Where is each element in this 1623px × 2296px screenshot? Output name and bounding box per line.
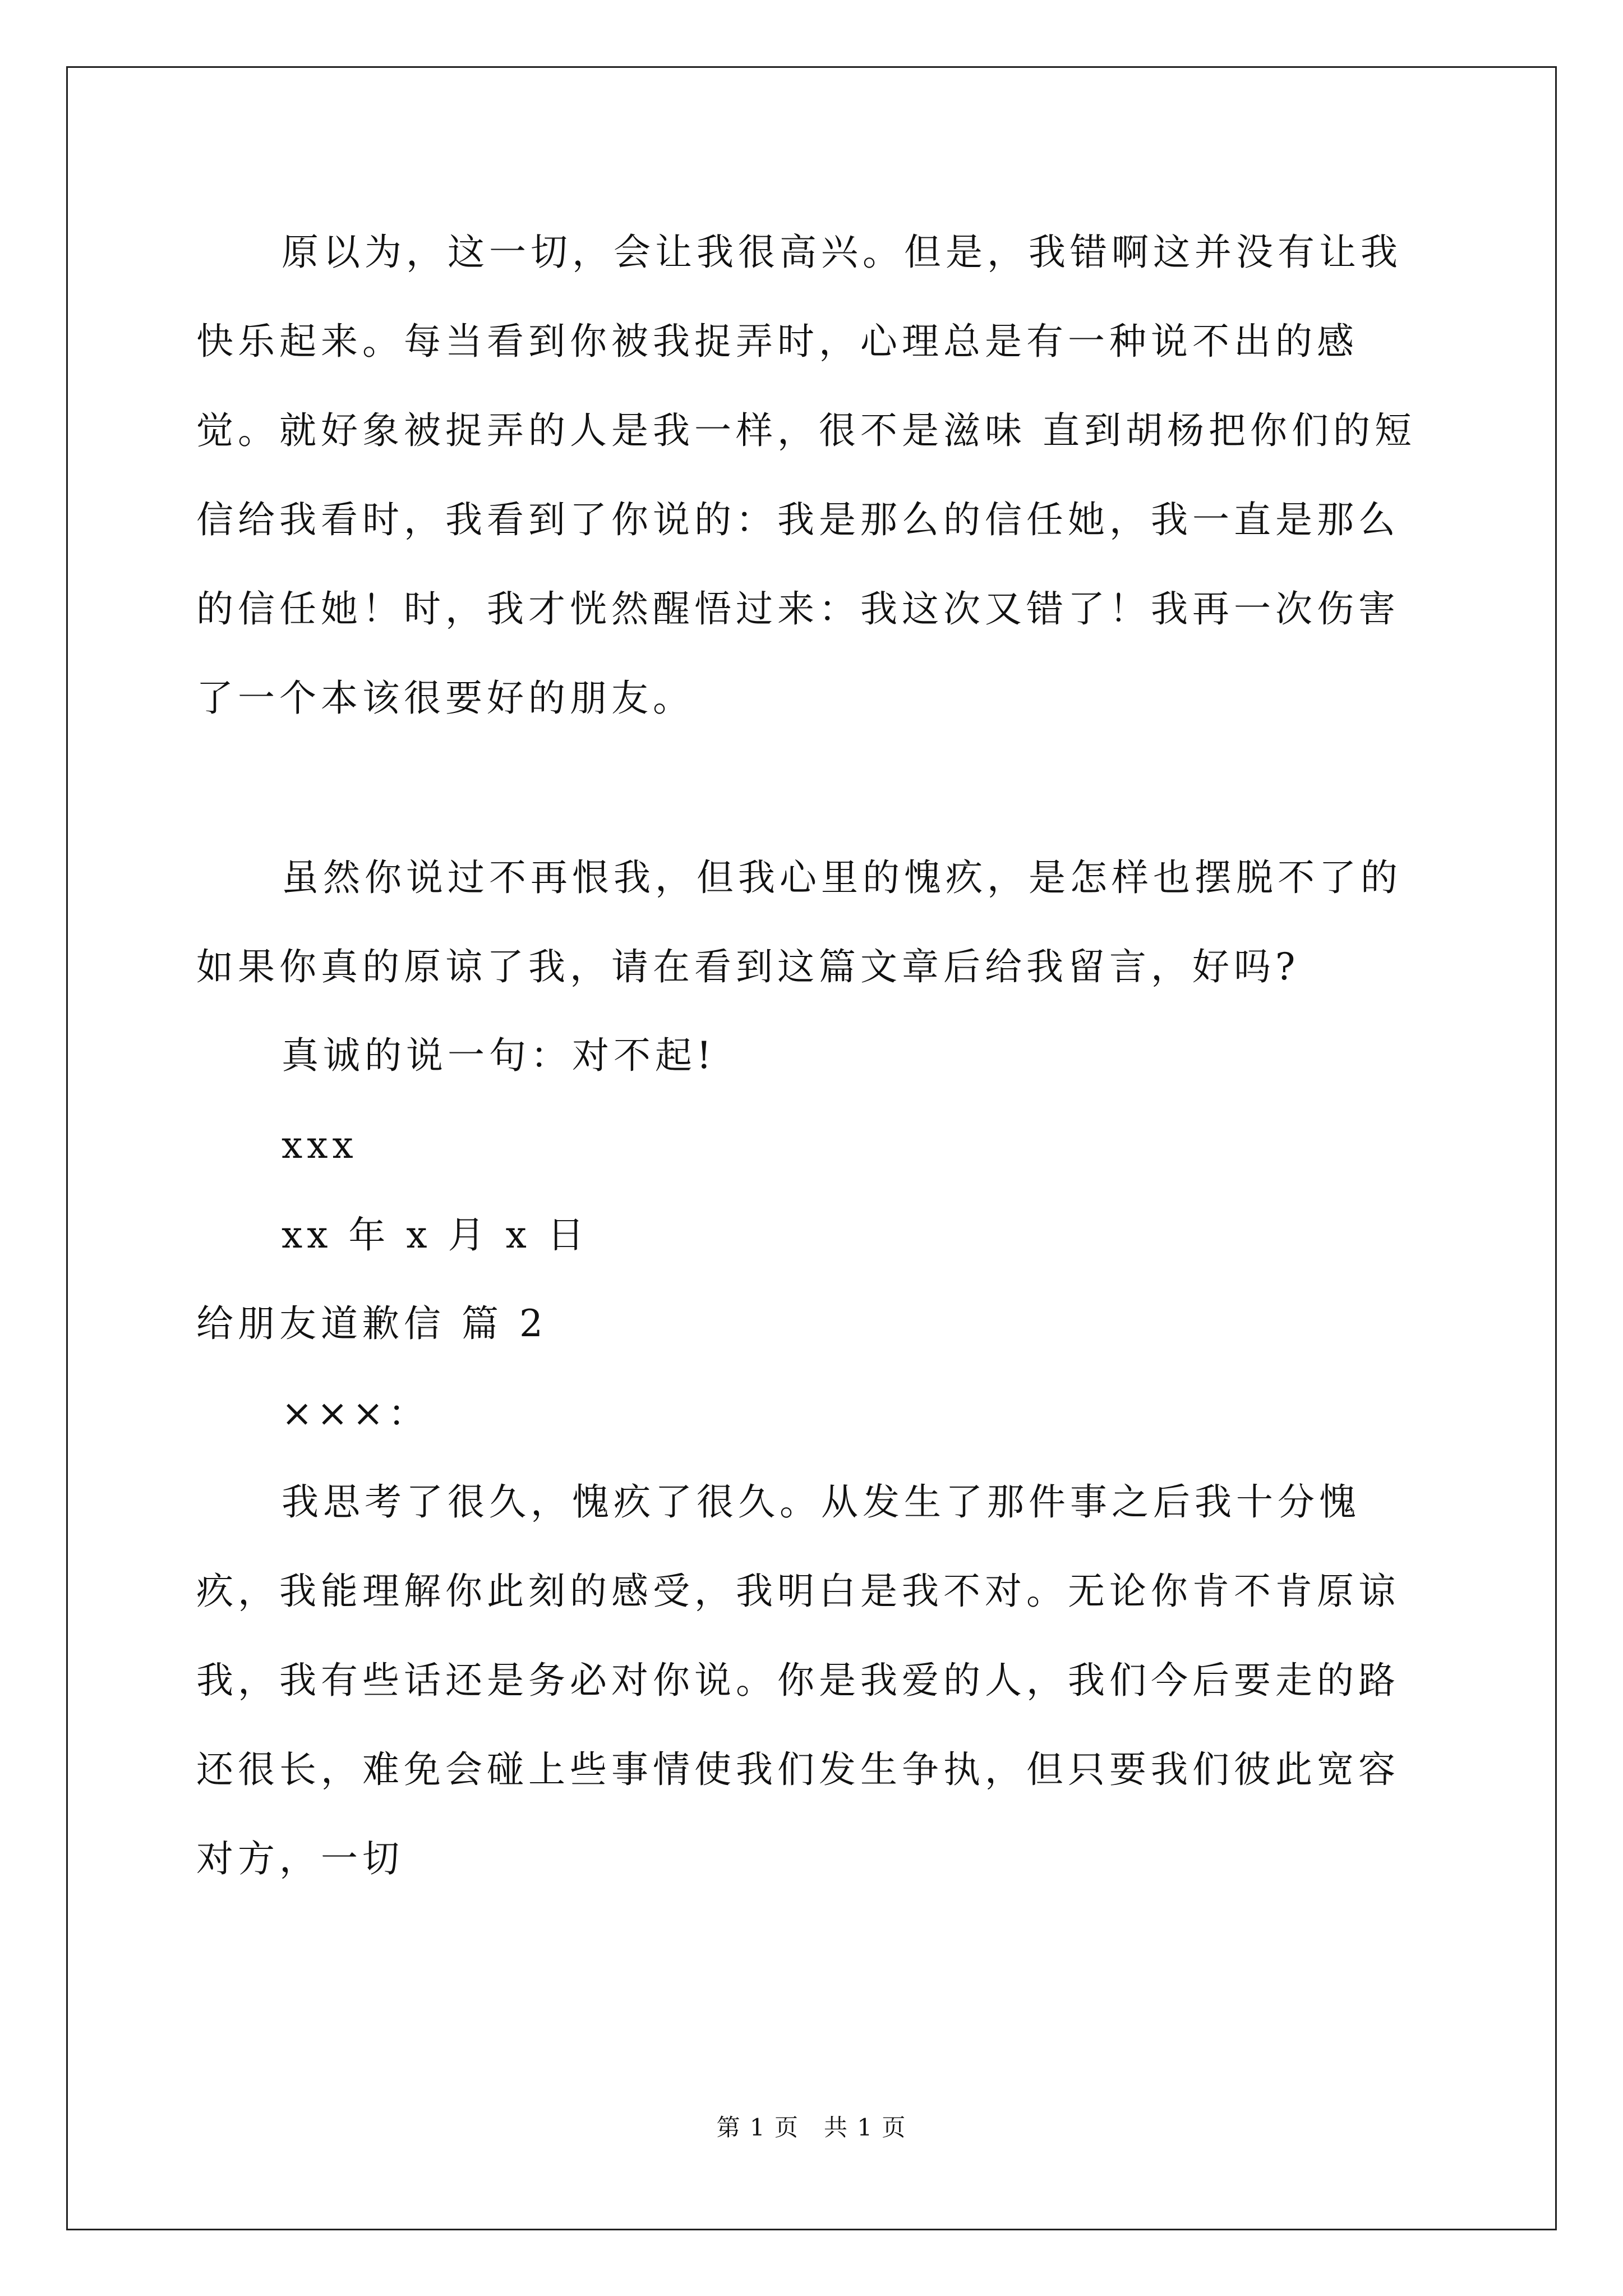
section-title: 给朋友道歉信 篇 2 [196,1302,547,1345]
page-footer: 第 1 页 共 1 页 [716,2114,907,2141]
salutation: ×××： [282,1392,430,1435]
paragraph-3: 真诚的说一句：对不起! [282,1034,716,1077]
signature-date: xx 年 x 月 x 日 [282,1213,589,1257]
signature-name: xxx [282,1124,358,1167]
paragraph-section2-1: 我思考了很久，愧疚了很久。从发生了那件事之后我十分愧疚，我能理解你此刻的感受，我明白是我不对。无论你肯不肯原谅我，我有些话还是务必对你说。你是我爱的人，我们今后要走的路还很长，难免会碰上些事情使我们发生争执，但只要我们彼此宽容对方，一切 [196,1480,1400,1880]
paragraph-2: 虽然你说过不再恨我，但我心里的愧疚，是怎样也摆脱不了的 如果你真的原谅了我，请在看到这篇文章后给我留言，好吗? [196,856,1418,988]
paragraph-1: 原以为，这一切，会让我很高兴。但是，我错啊这并没有让我快乐起来。每当看到你被我捉弄时，心理总是有一种说不出的感觉。就好象被捉弄的人是我一样，很不是滋味 直到胡杨把你们的短信给我看时，我看到了你说的：我是那么的信任她，我一直是那么的信任她！时，我才恍然醒悟过来：我这次又错了！我再一次伤害了一个本该很要好的朋友。 [196,231,1416,720]
